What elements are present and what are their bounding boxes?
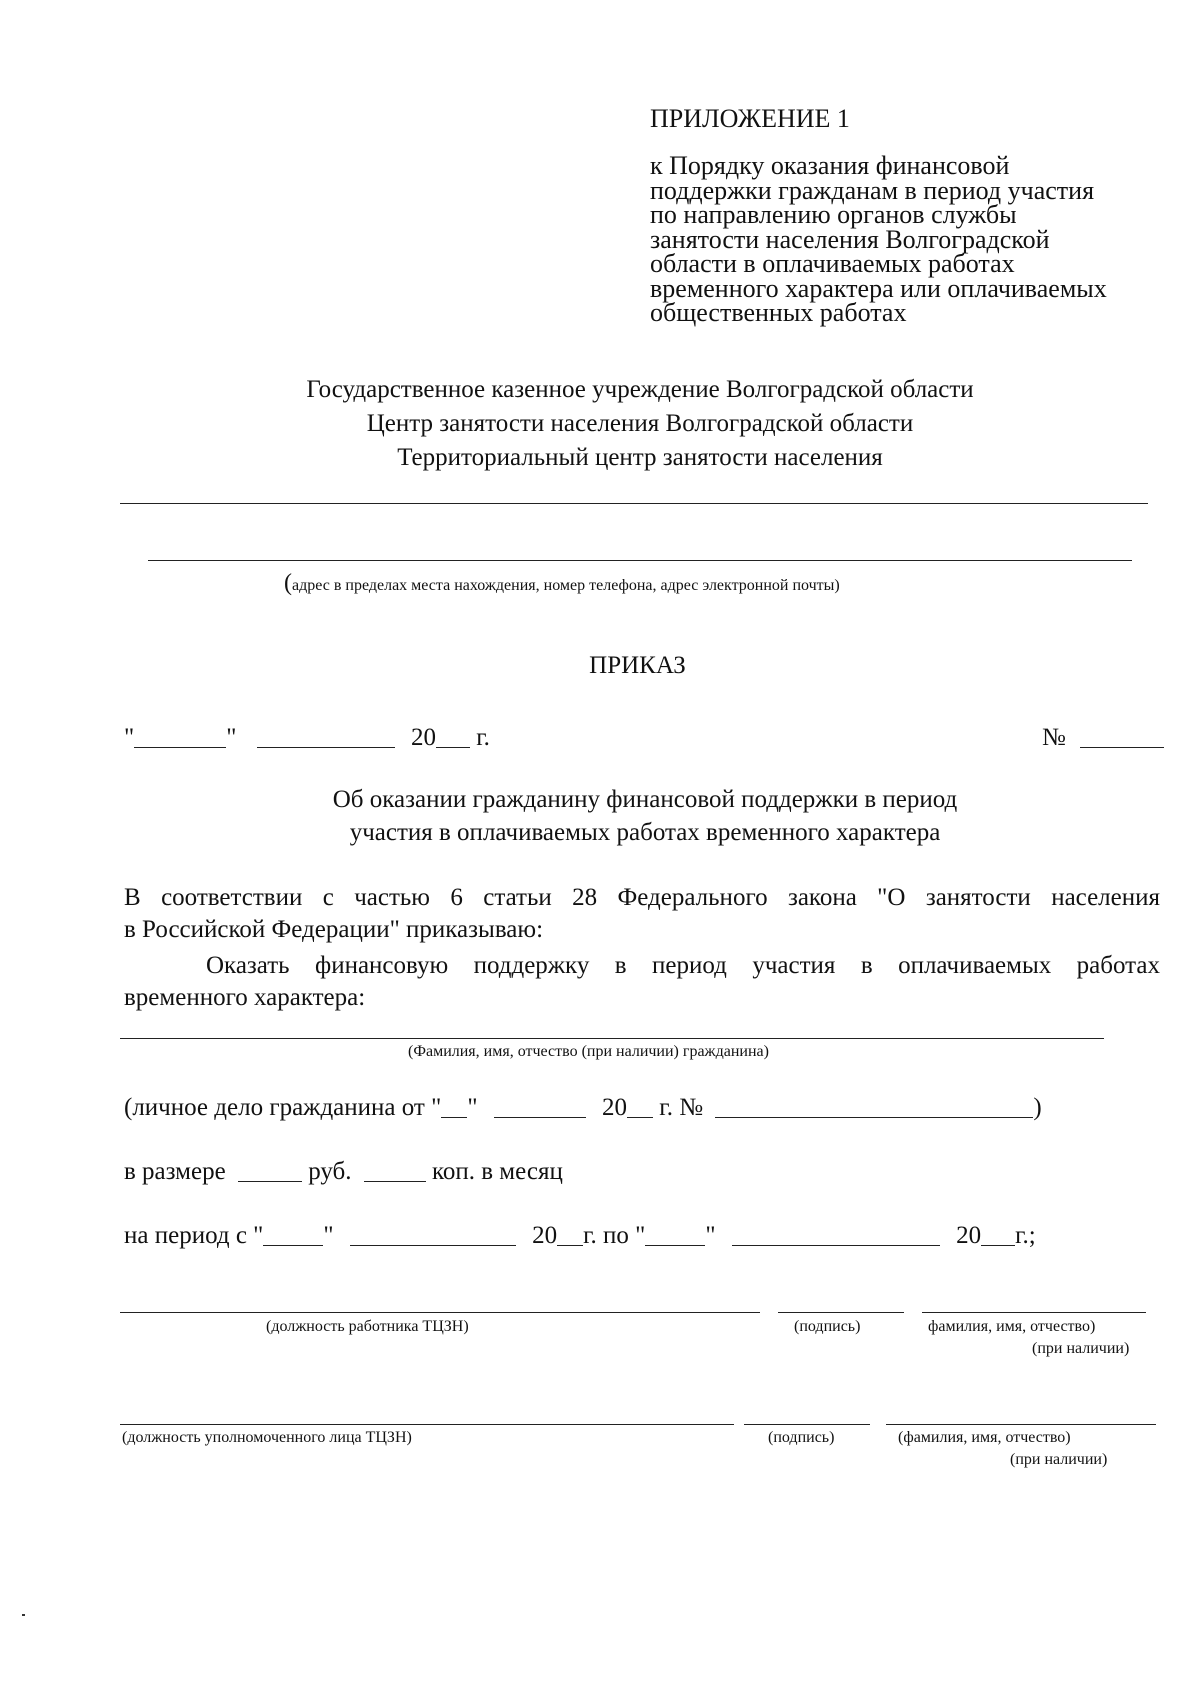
address-caption — [284, 570, 840, 597]
period-end-year: 20 — [956, 1222, 982, 1249]
signature2-sign-line — [744, 1424, 870, 1425]
signature1-name-line — [922, 1312, 1146, 1313]
signature1-name-caption: фамилия, имя, отчество) — [928, 1318, 1096, 1335]
amount-row — [124, 1156, 563, 1186]
signature1-sign-line — [778, 1312, 904, 1313]
signature2-name-line — [886, 1424, 1156, 1425]
period-end-suffix: г.; — [1015, 1222, 1036, 1249]
order-subject-line-2: участия в оплачиваемых работах временного характера — [349, 819, 941, 846]
case-file-quote-close: " — [467, 1094, 478, 1121]
appendix-note-line: поддержки гражданам в период участия — [650, 175, 1095, 205]
para1-line-2: в Российской Федерации" приказываю: — [124, 916, 544, 943]
appendix-note-line: занятости населения Волгоградской — [650, 224, 1050, 254]
appendix-title: ПРИЛОЖЕНИЕ 1 — [650, 104, 850, 133]
appendix-note-line: области в оплачиваемых работах — [650, 249, 1015, 278]
year-prefix: 20 — [410, 724, 436, 751]
para1-line-1: В соответствии с частью 6 статьи 28 Федерального закона "О занятости населения — [124, 884, 1160, 911]
number-sign: № — [1042, 724, 1066, 751]
address-caption-text: адрес в пределах места нахождения, номер телефона, адрес электронной почты) — [292, 577, 840, 594]
order-subject-line-1: Об оказании гражданину финансовой поддержки в период — [332, 786, 958, 813]
appendix-note-line: по направлению органов службы — [650, 200, 1017, 229]
rubles-blank — [238, 1159, 302, 1182]
appendix-note-line: к Порядку оказания финансовой — [650, 151, 1010, 180]
case-file-row — [124, 1092, 1042, 1122]
period-end-quote-close: " — [705, 1222, 716, 1249]
signature2-sign-caption: (подпись) — [768, 1429, 835, 1446]
appendix-note — [650, 151, 1190, 327]
order-title: ПРИКАЗ — [589, 652, 686, 679]
date-quote-open: " — [124, 724, 135, 751]
case-file-close: ) — [1033, 1094, 1042, 1121]
territorial-center-name-line — [120, 503, 1148, 504]
signature1-position-line — [120, 1312, 760, 1313]
year-blank — [436, 725, 470, 748]
organization-line-2: Центр занятости населения Волгоградской области — [366, 410, 914, 437]
appendix-note-line: временного характера или оплачиваемых — [650, 273, 1107, 303]
period-row — [124, 1220, 1036, 1250]
signature2-name-note: (при наличии) — [1010, 1451, 1108, 1468]
signature2-name-caption: (фамилия, имя, отчество) — [898, 1429, 1071, 1446]
citizen-name-line — [120, 1038, 1104, 1039]
period-mid: г. по " — [583, 1222, 646, 1249]
appendix-note-line: общественных работах — [650, 298, 907, 327]
case-file-month-blank — [494, 1095, 586, 1118]
kopecks-blank — [364, 1159, 426, 1182]
kopecks-label: коп. в месяц — [432, 1158, 563, 1185]
case-file-number-sign: г. № — [659, 1094, 704, 1121]
period-start-quote-close: " — [323, 1222, 334, 1249]
para2-line-1: Оказать финансовую поддержку в период участия в оплачиваемых работах — [206, 952, 1160, 979]
case-file-number-blank — [715, 1095, 1033, 1118]
period-start-day-blank — [263, 1223, 323, 1246]
signature2-position-caption: (должность уполномоченного лица ТЦЗН) — [122, 1429, 412, 1446]
month-blank — [257, 725, 395, 748]
scan-speck — [22, 1614, 25, 1616]
case-file-year-blank — [627, 1095, 653, 1118]
day-blank — [134, 725, 226, 748]
address-line — [148, 560, 1132, 561]
organization-line-3: Территориальный центр занятости населения — [397, 444, 883, 471]
order-number-blank — [1080, 725, 1164, 748]
citizen-name-caption: (Фамилия, имя, отчество (при наличии) гражданина) — [408, 1043, 769, 1060]
order-date-row — [124, 722, 490, 752]
amount-prefix: в размере — [124, 1158, 226, 1185]
case-file-day-blank — [441, 1095, 467, 1118]
year-suffix: г. — [476, 724, 490, 751]
period-start-year-blank — [557, 1223, 583, 1246]
case-file-prefix: (личное дело гражданина от " — [124, 1094, 442, 1121]
period-start-month-blank — [350, 1223, 516, 1246]
order-number-field — [1042, 722, 1164, 752]
organization-line-1: Государственное казенное учреждение Волгоградской области — [306, 376, 974, 403]
para2-line-2: временного характера: — [124, 984, 366, 1011]
rubles-label: руб. — [308, 1158, 352, 1185]
address-caption-paren: ( — [284, 570, 292, 596]
period-end-month-blank — [732, 1223, 940, 1246]
signature1-sign-caption: (подпись) — [794, 1318, 861, 1335]
signature1-position-caption: (должность работника ТЦЗН) — [266, 1318, 469, 1335]
case-file-year: 20 — [602, 1094, 628, 1121]
period-prefix: на период с " — [124, 1222, 264, 1249]
signature1-name-note: (при наличии) — [1032, 1340, 1130, 1357]
period-end-year-blank — [981, 1223, 1015, 1246]
period-end-day-blank — [645, 1223, 705, 1246]
date-quote-close: " — [226, 724, 237, 751]
period-start-year: 20 — [532, 1222, 558, 1249]
signature2-position-line — [120, 1424, 734, 1425]
